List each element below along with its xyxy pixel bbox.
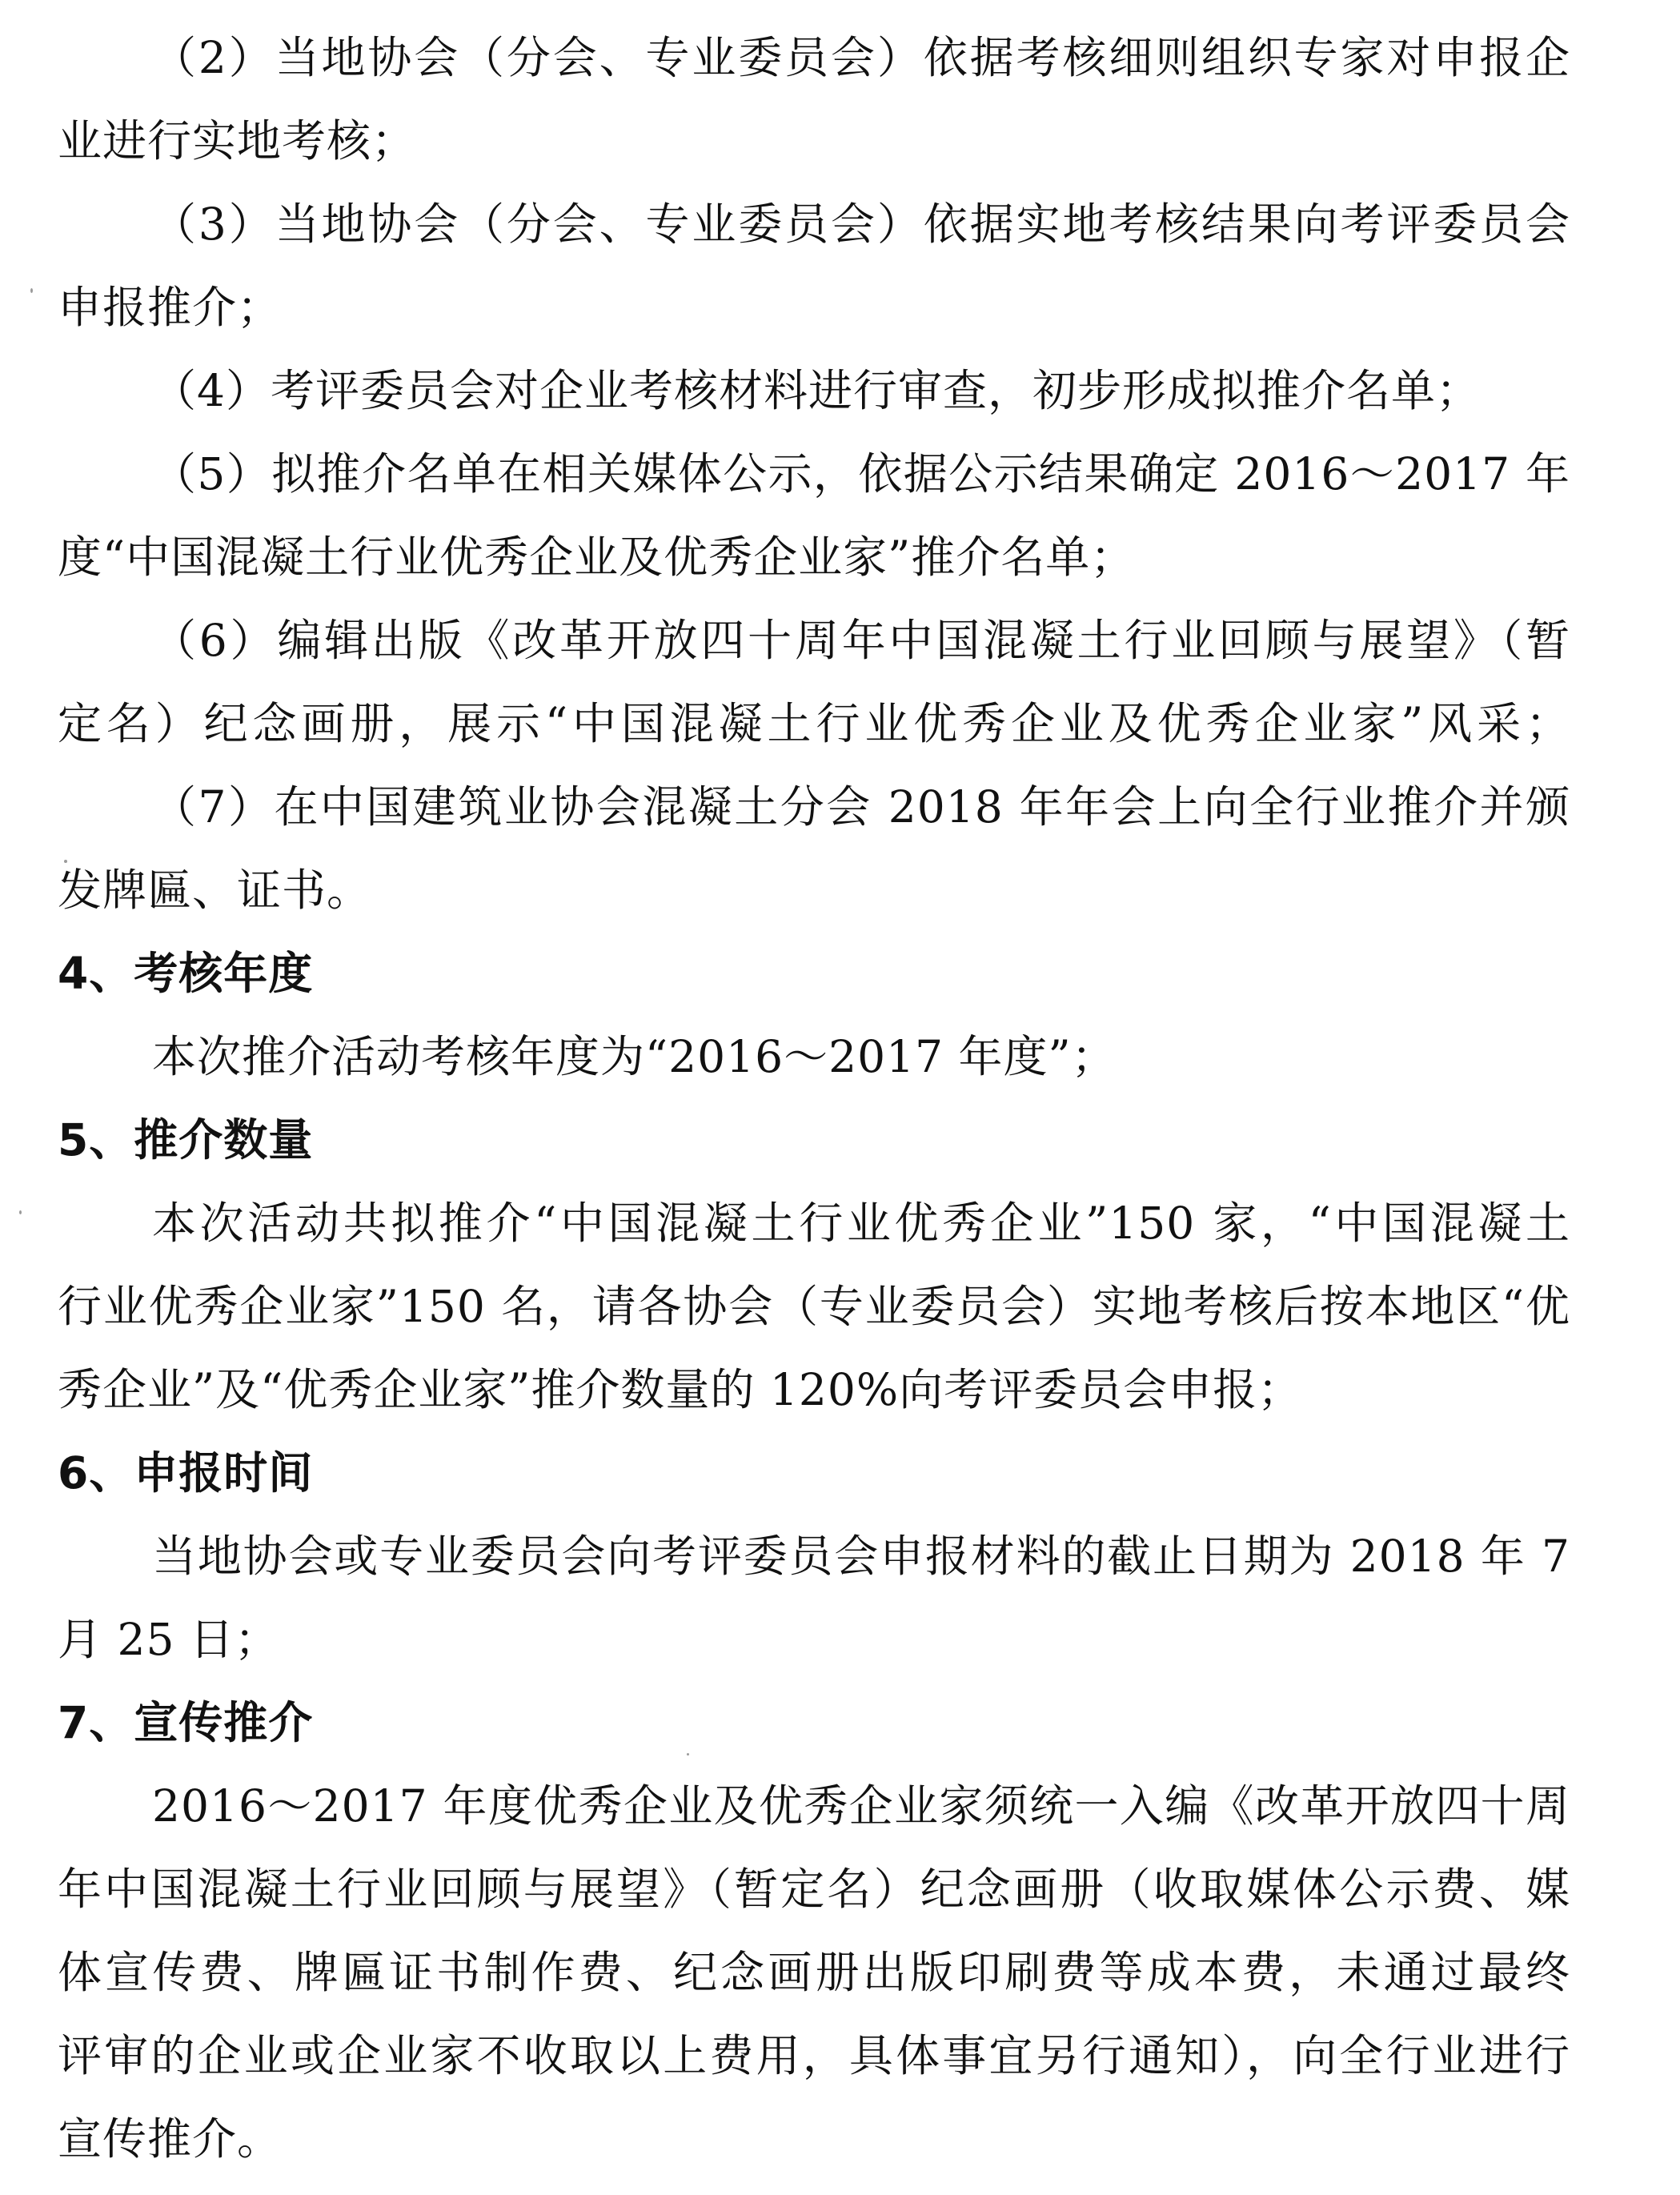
step-7-line-2: 发牌匾、证书。 — [58, 865, 372, 916]
promotion-line-3: 体宣传费、牌匾证书制作费、纪念画册出版印刷费等成本费，未通过最终 — [58, 1947, 1570, 1998]
step-2-line-2: 业进行实地考核； — [58, 115, 417, 167]
quantity-line-2: 行业优秀企业家”150 名，请各协会（专业委员会）实地考核后按本地区“优 — [58, 1281, 1570, 1332]
promotion-line-4: 评审的企业或企业家不收取以上费用，具体事宜另行通知），向全行业进行 — [58, 2030, 1570, 2081]
promotion-line-2: 年中国混凝土行业回顾与展望》（暂定名）纪念画册（收取媒体公示费、媒 — [58, 1864, 1570, 1915]
step-2-line-1: （2）当地协会（分会、专业委员会）依据考核细则组织专家对申报企 — [152, 32, 1570, 83]
step-6-line-2: 定名）纪念画册，展示“中国混凝土行业优秀企业及优秀企业家”风采； — [58, 698, 1570, 749]
scan-speck — [30, 288, 33, 293]
quantity-line-3: 秀企业”及“优秀企业家”推介数量的 120%向考评委员会申报； — [58, 1364, 1303, 1415]
step-5-line-1: （5）拟推介名单在相关媒体公示，依据公示结果确定 2016～2017 年 — [152, 448, 1570, 500]
scan-speck — [687, 1753, 689, 1756]
section-heading-quantity: 5、推介数量 — [58, 1114, 314, 1166]
section-heading-deadline: 6、申报时间 — [58, 1447, 314, 1499]
scan-speck — [64, 860, 67, 863]
promotion-line-1: 2016～2017 年度优秀企业及优秀企业家须统一入编《改革开放四十周 — [152, 1780, 1570, 1832]
promotion-line-5: 宣传推介。 — [58, 2113, 283, 2165]
assessment-year-text: 本次推介活动考核年度为“2016～2017 年度”； — [152, 1031, 1117, 1082]
deadline-line-1: 当地协会或专业委员会向考评委员会申报材料的截止日期为 2018 年 7 — [152, 1531, 1570, 1582]
step-6-line-1: （6）编辑出版《改革开放四十周年中国混凝土行业回顾与展望》（暂 — [152, 615, 1570, 666]
deadline-line-2: 月 25 日； — [58, 1614, 279, 1665]
section-heading-promotion: 7、宣传推介 — [58, 1697, 314, 1748]
section-heading-assessment-year: 4、考核年度 — [58, 948, 314, 999]
step-3-line-2: 申报推介； — [58, 282, 283, 333]
quantity-line-1: 本次活动共拟推介“中国混凝土行业优秀企业”150 家，“中国混凝土 — [152, 1198, 1570, 1249]
scan-speck — [19, 1210, 22, 1214]
step-5-line-2: 度“中国混凝土行业优秀企业及优秀企业家”推介名单； — [58, 532, 1136, 583]
step-4-line-1: （4）考评委员会对企业考核材料进行审查，初步形成拟推介名单； — [152, 365, 1481, 416]
step-7-line-1: （7）在中国建筑业协会混凝土分会 2018 年年会上向全行业推介并颁 — [152, 781, 1570, 833]
step-3-line-1: （3）当地协会（分会、专业委员会）依据实地考核结果向考评委员会 — [152, 199, 1570, 250]
